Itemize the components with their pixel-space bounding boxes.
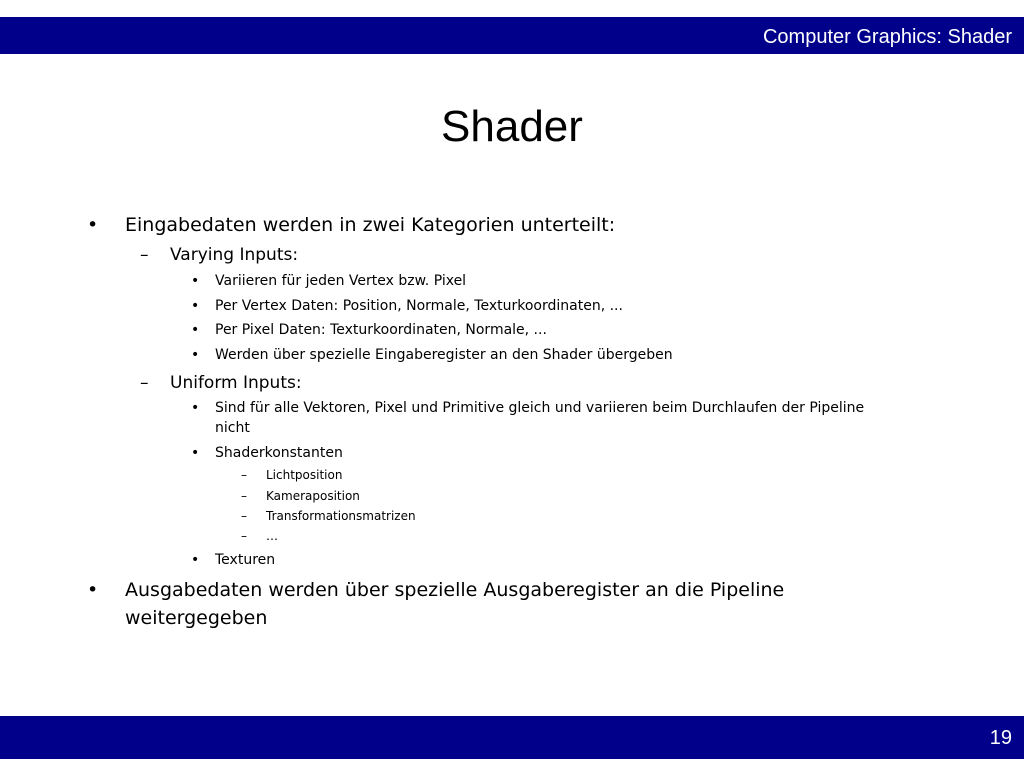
level4-item: Transformationsmatrizen	[266, 509, 416, 523]
sub-sub-bullet-item-continued: nicht	[215, 420, 250, 436]
footer-bar	[0, 716, 1024, 759]
level4-item: Kameraposition	[266, 489, 360, 503]
sub-sub-bullet-item: Sind für alle Vektoren, Pixel und Primitive gleich und variieren beim Durchlaufen der Pipeline	[215, 400, 865, 416]
bullet-marker: •	[191, 347, 200, 363]
sub-sub-bullet-item: Per Vertex Daten: Position, Normale, Texturkoordinaten, ...	[215, 298, 623, 314]
header-bar	[0, 17, 1024, 54]
sub-sub-bullet-item: Werden über spezielle Eingaberegister an den Shader übergeben	[215, 347, 673, 363]
level4-item: Lichtposition	[266, 468, 343, 482]
bullet-marker: •	[87, 579, 99, 601]
dash-marker: –	[140, 245, 149, 265]
bullet-marker: •	[191, 552, 200, 568]
bullet-marker: •	[191, 298, 200, 314]
dash-marker: –	[140, 373, 149, 393]
bullet-item-continued: weitergegeben	[125, 607, 268, 629]
bullet-item: Ausgabedaten werden über spezielle Ausgaberegister an die Pipeline	[125, 579, 785, 601]
level4-item: …	[266, 529, 278, 543]
header-title: Computer Graphics: Shader	[762, 26, 1012, 48]
bullet-marker: •	[191, 273, 200, 289]
sub-sub-bullet-item: Per Pixel Daten: Texturkoordinaten, Normale, ...	[215, 322, 547, 338]
dash-marker: –	[241, 529, 247, 543]
sub-sub-bullet-item: Variieren für jeden Vertex bzw. Pixel	[215, 273, 467, 289]
slide-title: Shader	[441, 102, 583, 151]
dash-marker: –	[241, 489, 247, 503]
dash-marker: –	[241, 468, 247, 482]
bullet-marker: •	[191, 322, 200, 338]
bullet-marker: •	[191, 445, 200, 461]
dash-marker: –	[241, 509, 247, 523]
sub-bullet-item: Uniform Inputs:	[170, 373, 302, 393]
sub-sub-bullet-item: Shaderkonstanten	[215, 445, 343, 461]
sub-sub-bullet-item: Texturen	[215, 552, 276, 568]
bullet-item: Eingabedaten werden in zwei Kategorien unterteilt:	[125, 214, 616, 236]
page-number: 19	[989, 727, 1012, 749]
sub-bullet-item: Varying Inputs:	[170, 245, 299, 265]
bullet-marker: •	[191, 400, 200, 416]
bullet-marker: •	[87, 214, 99, 236]
